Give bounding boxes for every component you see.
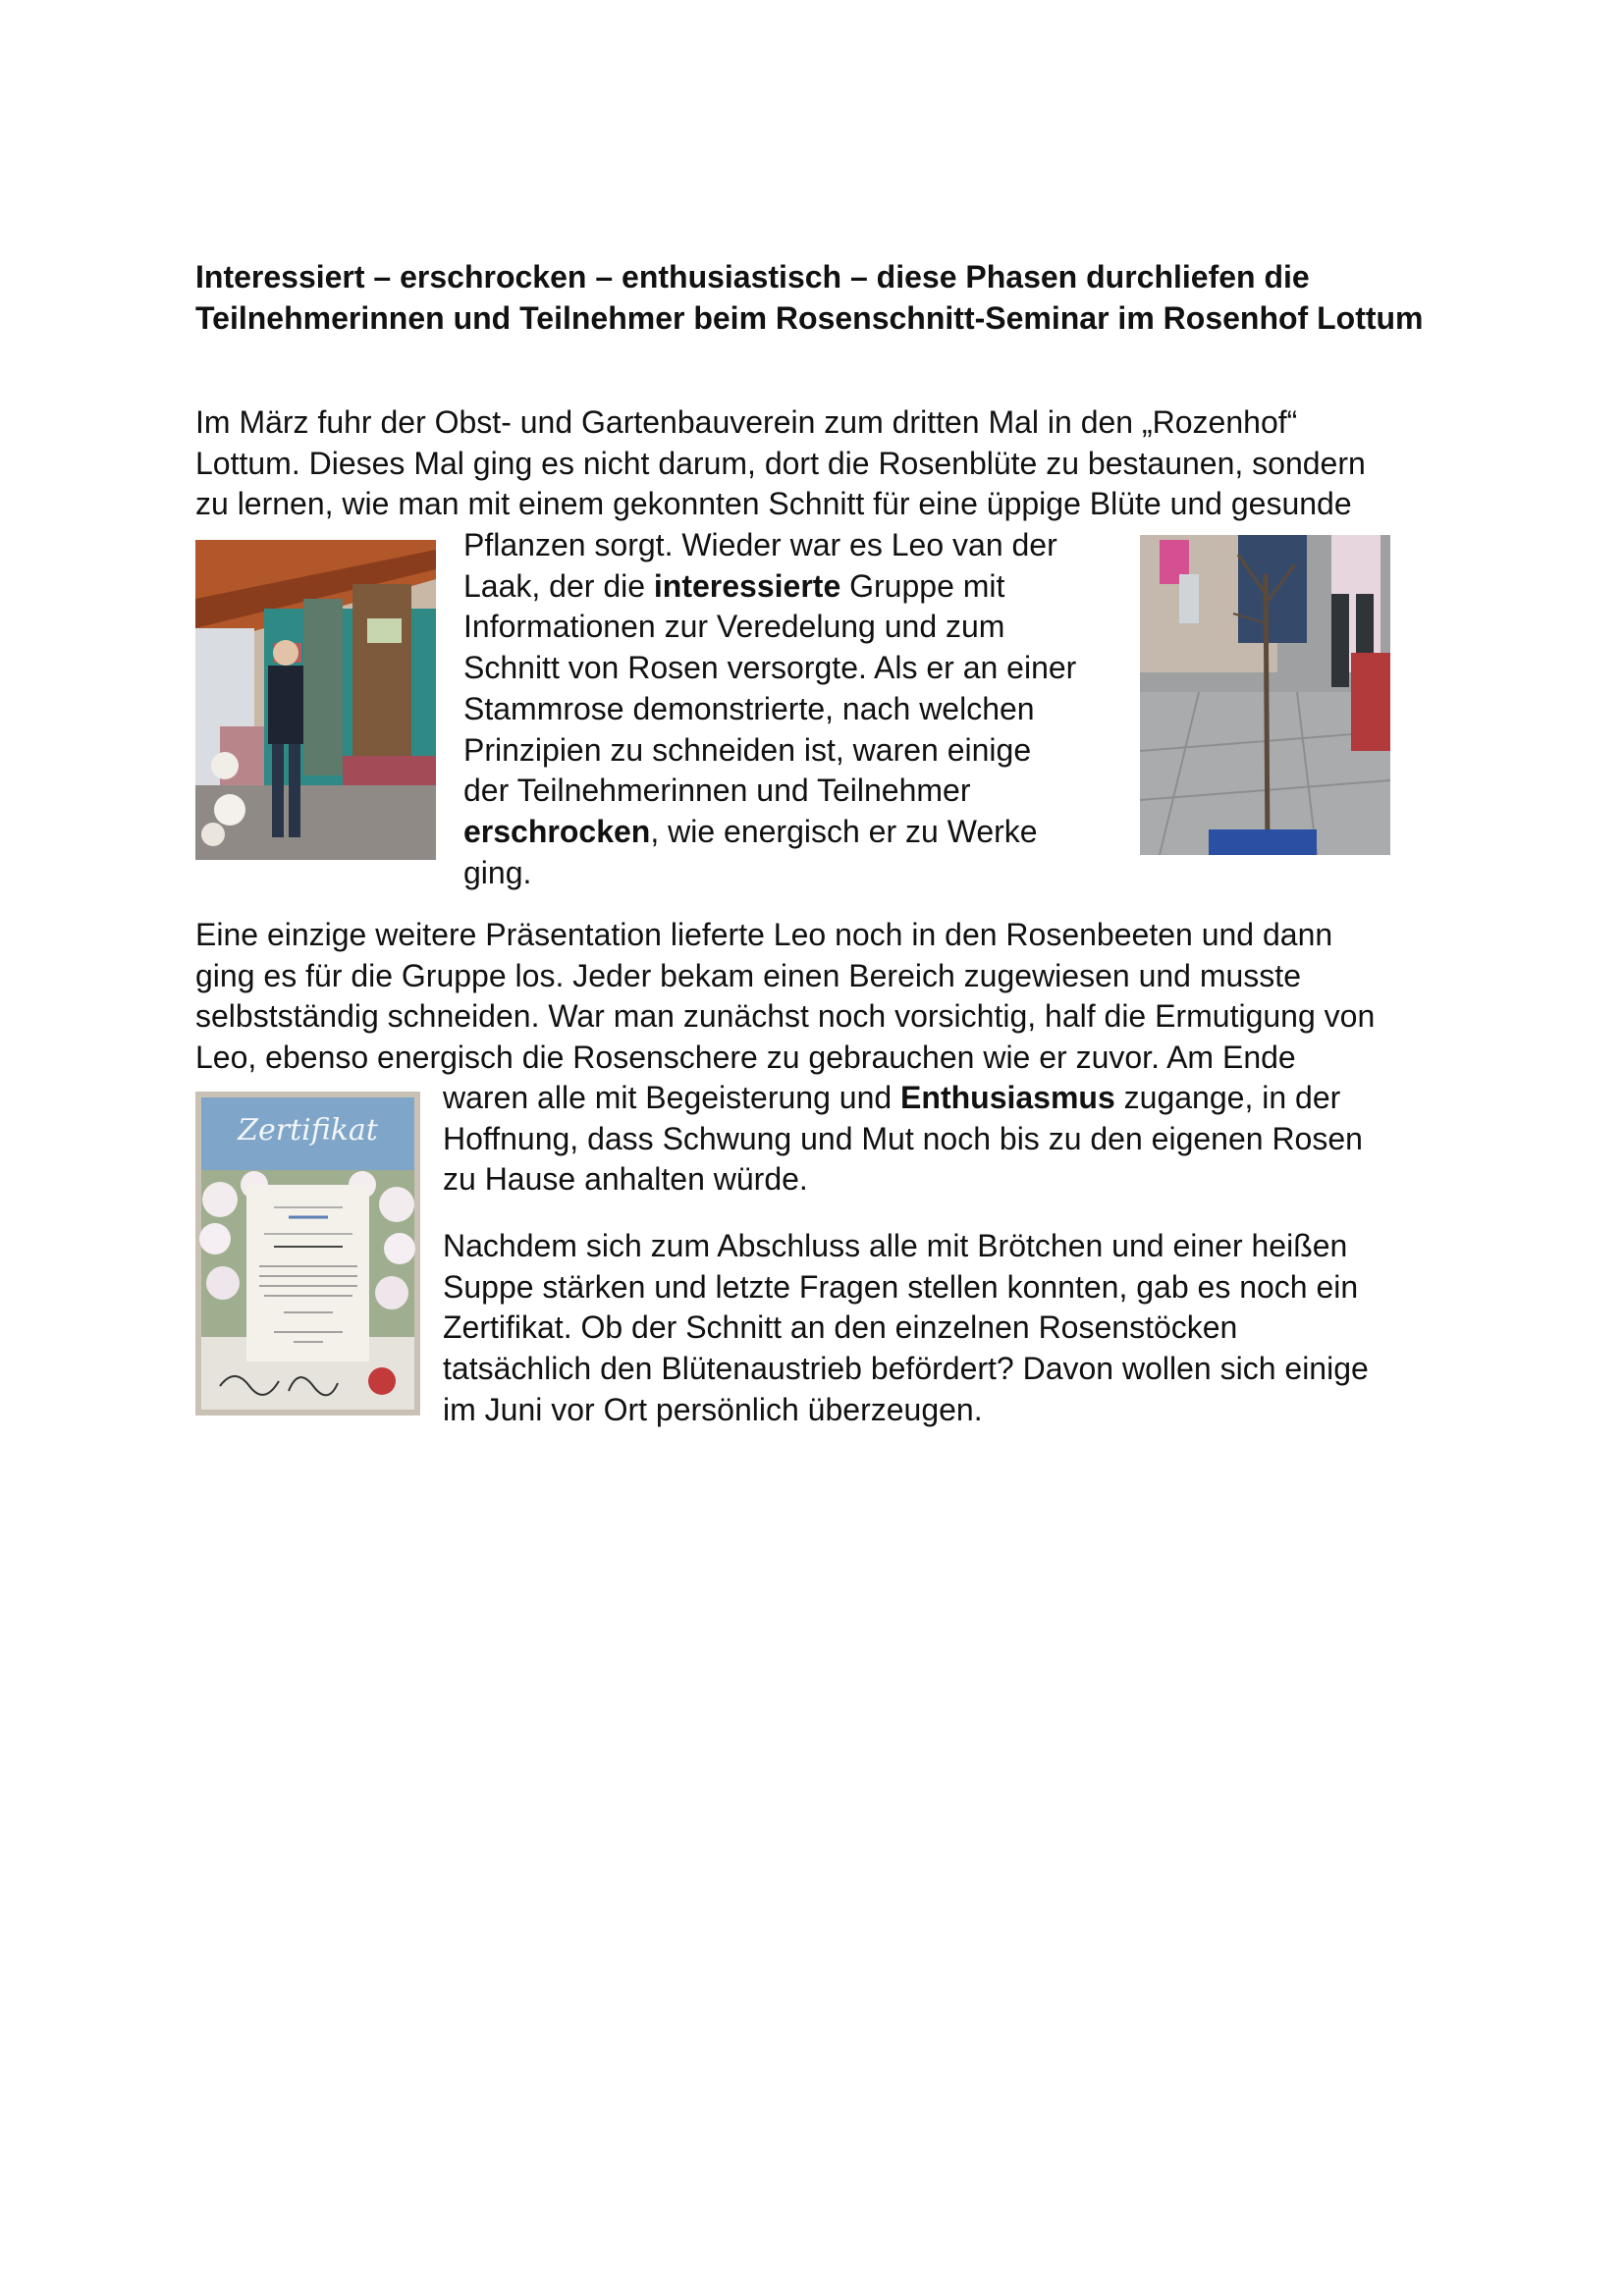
text-run: Laak, der die — [463, 567, 654, 604]
emphasis-enthusiasmus: Enthusiasmus — [900, 1080, 1115, 1115]
text-line: Leo, ebenso energisch die Rosenschere zu gebrauchen wie er zuvor. Am Ende — [195, 1040, 1296, 1076]
text-line — [463, 566, 1076, 608]
article-heading: Interessiert – erschrocken – enthusiastisch – diese Phasen durchliefen die Teilnehmerinnen und Teilnehmer beim Rosenschnitt-Seminar im Rosenhof Lottum — [195, 259, 1424, 336]
text-line: Suppe stärken und letzte Fragen stellen konnten, gab es noch ein — [443, 1268, 1359, 1305]
text-run: Gruppe mit — [840, 567, 1005, 604]
intro-paragraph — [195, 402, 1366, 525]
text-line: Im März fuhr der Obst- und Gartenbauverein zum dritten Mal in den „Rozenhof“ — [195, 404, 1298, 440]
standard-rose-photo — [1140, 535, 1390, 855]
final-paragraph — [443, 1226, 1369, 1431]
text-line: zu Hause anhalten würde. — [443, 1161, 808, 1198]
text-line: selbstständig schneiden. War man zunächst noch vorsichtig, half die Ermutigung von — [195, 998, 1376, 1035]
text-line — [443, 1078, 1363, 1119]
text-line: Lottum. Dieses Mal ging es nicht darum, dort die Rosenblüte zu bestaunen, sondern — [195, 445, 1366, 481]
text-line: zu lernen, wie man mit einem gekonnten Schnitt für eine üppige Blüte und gesunde — [195, 486, 1352, 522]
certificate-title: Zertifikat — [238, 1113, 378, 1148]
text-line: Eine einzige weitere Präsentation lieferte Leo noch in den Rosenbeeten und dann — [195, 917, 1333, 952]
text-line: im Juni vor Ort persönlich überzeugen. — [443, 1391, 983, 1427]
text-run: waren alle mit Begeisterung und — [443, 1080, 901, 1115]
text-line: Hoffnung, dass Schwung und Mut noch bis zu den eigenen Rosen — [443, 1120, 1363, 1156]
text-line — [463, 812, 1076, 853]
middle-paragraph — [463, 525, 1076, 893]
text-line: Stammrose demonstrierte, nach welchen — [463, 690, 1035, 726]
text-run: , wie energisch er zu Werke — [650, 813, 1038, 849]
certificate-photo — [195, 1092, 420, 1415]
emphasis-erschrocken: erschrocken — [463, 813, 651, 849]
third-paragraph — [443, 1078, 1363, 1201]
text-line: ging es für die Gruppe los. Jeder bekam einen Bereich zugewiesen und musste — [195, 957, 1301, 993]
text-line: Schnitt von Rosen versorgte. Als er an einer — [463, 650, 1077, 686]
emphasis-interessierte: interessierte — [653, 567, 841, 604]
text-line: Informationen zur Veredelung und zum — [463, 609, 1005, 645]
second-paragraph — [195, 915, 1375, 1079]
speaker-photo — [195, 540, 436, 860]
text-line: Zertifikat. Ob der Schnitt an den einzelnen Rosenstöcken — [443, 1309, 1238, 1346]
text-line: ging. — [463, 854, 532, 890]
text-line: Prinzipien zu schneiden ist, waren einige — [463, 731, 1032, 768]
text-line: der Teilnehmerinnen und Teilnehmer — [463, 773, 971, 809]
text-line: tatsächlich den Blütenaustrieb befördert? Davon wollen sich einige — [443, 1351, 1369, 1387]
text-line: Pflanzen sorgt. Wieder war es Leo van der — [463, 527, 1057, 562]
text-line: Nachdem sich zum Abschluss alle mit Brötchen und einer heißen — [443, 1228, 1348, 1263]
text-run: zugange, in der — [1114, 1080, 1341, 1115]
